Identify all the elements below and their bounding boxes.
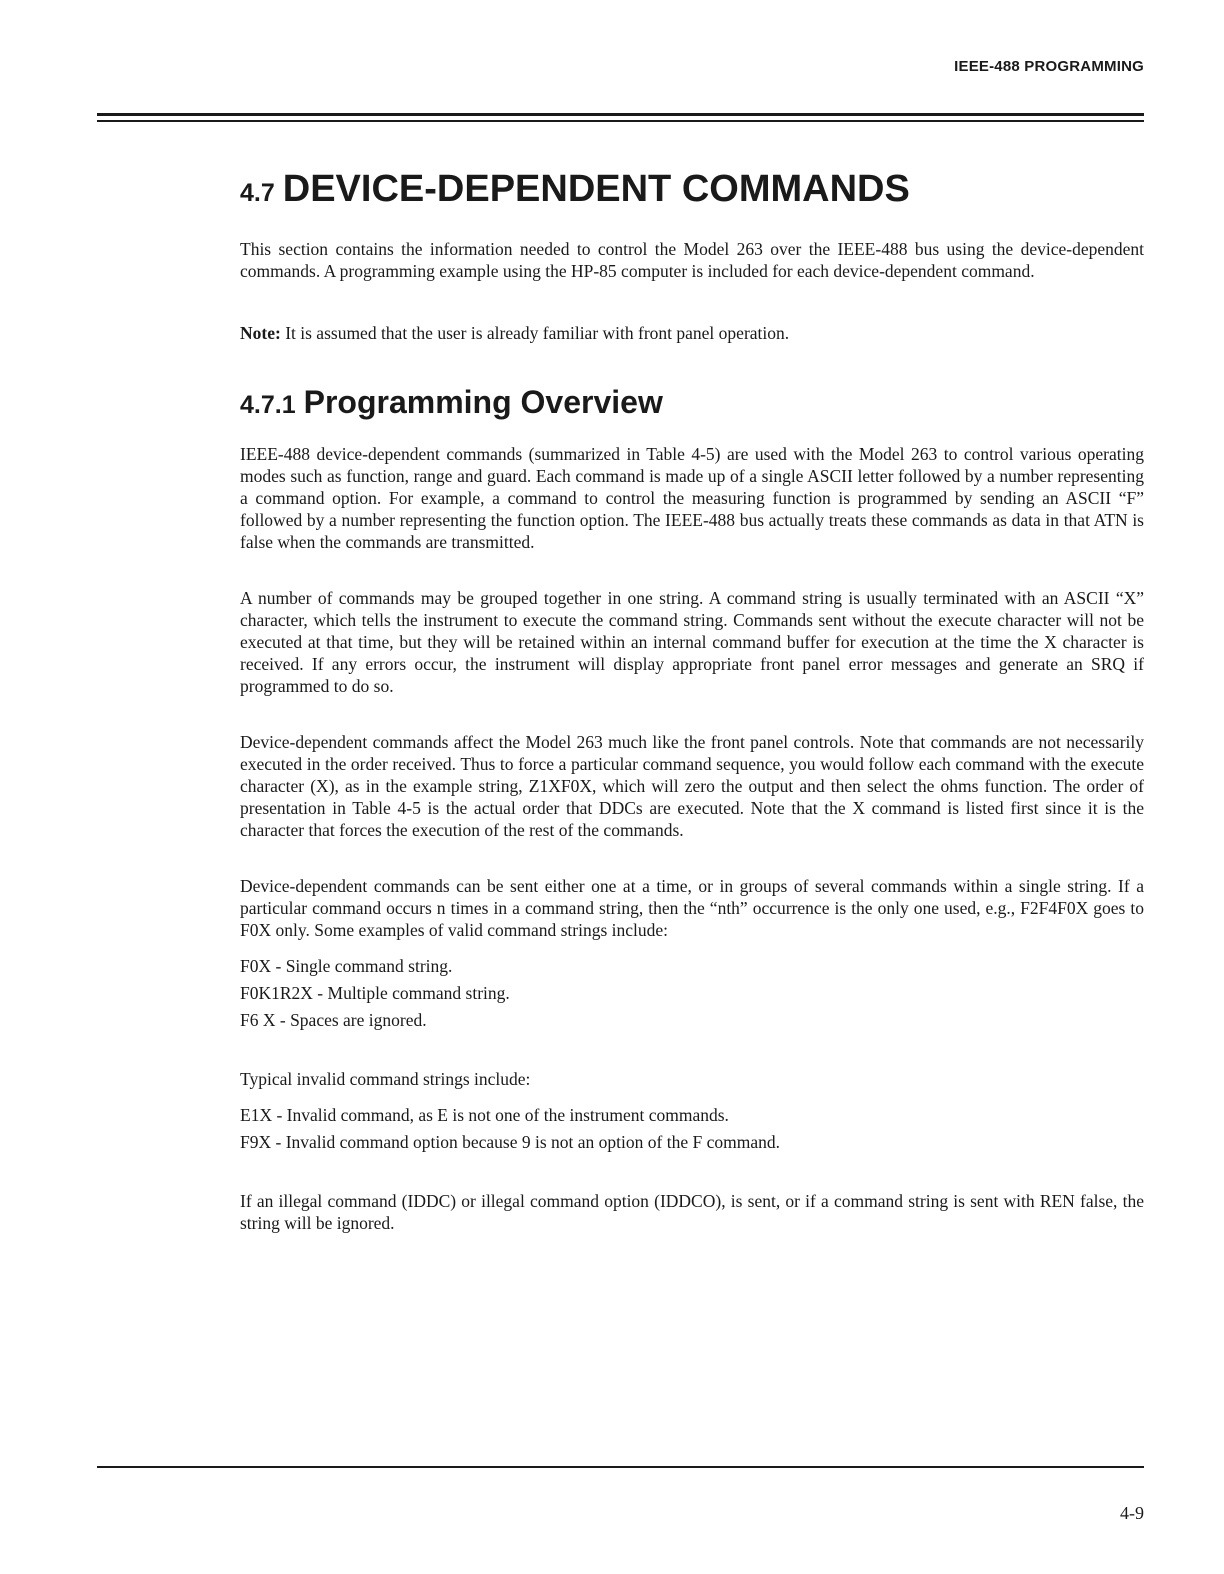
closing-paragraph: If an illegal command (IDDC) or illegal command option (IDDCO), is sent, or if a command string is sent with REN false, the string will be ignored. bbox=[240, 1191, 1144, 1233]
paragraph-ddc-overview: IEEE-488 device-dependent commands (summarized in Table 4-5) are used with the Model 263 to control various operating modes such as function, range and guard. Each command is made up of a single ASCII letter followed by a number representing a command option. For example, a command to control the measuring function is programmed by sending an ASCII “F” followed by a number representing the function option. The IEEE-488 bus actually treats these commands as data in that ATN is false when the commands are transmitted. bbox=[240, 444, 1144, 552]
list-item: F0X - Single command string. bbox=[240, 956, 453, 976]
note-label: Note: bbox=[240, 323, 281, 343]
footer-rule bbox=[97, 1466, 1144, 1468]
header-rule bbox=[97, 113, 1144, 116]
paragraph-execution-order: Device-dependent commands affect the Model 263 much like the front panel controls. Note that commands are not necessarily executed in the order received. Thus to force a particular command sequence, you would follow each command with the execute character (X), as in the example string, Z1XF0X, which will zero the output and then select the ohms function. The order of presentation in Table 4-5 is the actual order that DDCs are executed. Note that the X command is listed first since it is the character that forces the execution of the rest of the commands. bbox=[240, 732, 1144, 840]
page-number: 4-9 bbox=[1120, 1503, 1144, 1523]
page-body bbox=[240, 160, 1144, 1234]
subsection-title: Programming Overview bbox=[303, 384, 663, 420]
list-item: F9X - Invalid command option because 9 is not an option of the F command. bbox=[240, 1132, 780, 1152]
subsection-heading bbox=[240, 378, 1144, 429]
header-rule-thin bbox=[97, 120, 1144, 122]
invalid-examples-list bbox=[240, 1102, 1144, 1156]
paragraph-command-strings: A number of commands may be grouped together in one string. A command string is usually terminated with an ASCII “X” character, which tells the instrument to execute the command string. Commands sent without the execute character will not be executed at that time, but they will be retained within an internal command buffer for execution at the time the X character is received. If any errors occur, the instrument will display appropriate front panel error messages and generate an SRQ if programmed to do so. bbox=[240, 588, 1144, 696]
section-number: 4.7 bbox=[240, 179, 275, 207]
valid-examples-list bbox=[240, 953, 1144, 1034]
invalid-intro: Typical invalid command strings include: bbox=[240, 1069, 531, 1089]
section-heading bbox=[240, 160, 1144, 222]
section-intro: This section contains the information needed to control the Model 263 over the IEEE-488 bus using the device-dependent commands. A programming example using the HP-85 computer is included for each device-dependent command. bbox=[240, 239, 1144, 281]
note-text: It is assumed that the user is already familiar with front panel operation. bbox=[280, 323, 790, 343]
subsection-number: 4.7.1 bbox=[240, 391, 296, 419]
paragraph-grouping: Device-dependent commands can be sent either one at a time, or in groups of several commands within a single string. If a particular command occurs n times in a command string, then the “nth” occurrence is the only one used, e.g., F2F4F0X goes to F0X only. Some examples of valid command strings include: bbox=[240, 876, 1144, 940]
list-item: F0K1R2X - Multiple command string. bbox=[240, 983, 510, 1003]
list-item: F6 X - Spaces are ignored. bbox=[240, 1010, 427, 1030]
list-item: E1X - Invalid command, as E is not one of the instrument commands. bbox=[240, 1105, 729, 1125]
note-paragraph bbox=[240, 322, 1144, 344]
running-header: IEEE-488 PROGRAMMING bbox=[954, 58, 1144, 75]
section-title: DEVICE-DEPENDENT COMMANDS bbox=[282, 168, 910, 210]
